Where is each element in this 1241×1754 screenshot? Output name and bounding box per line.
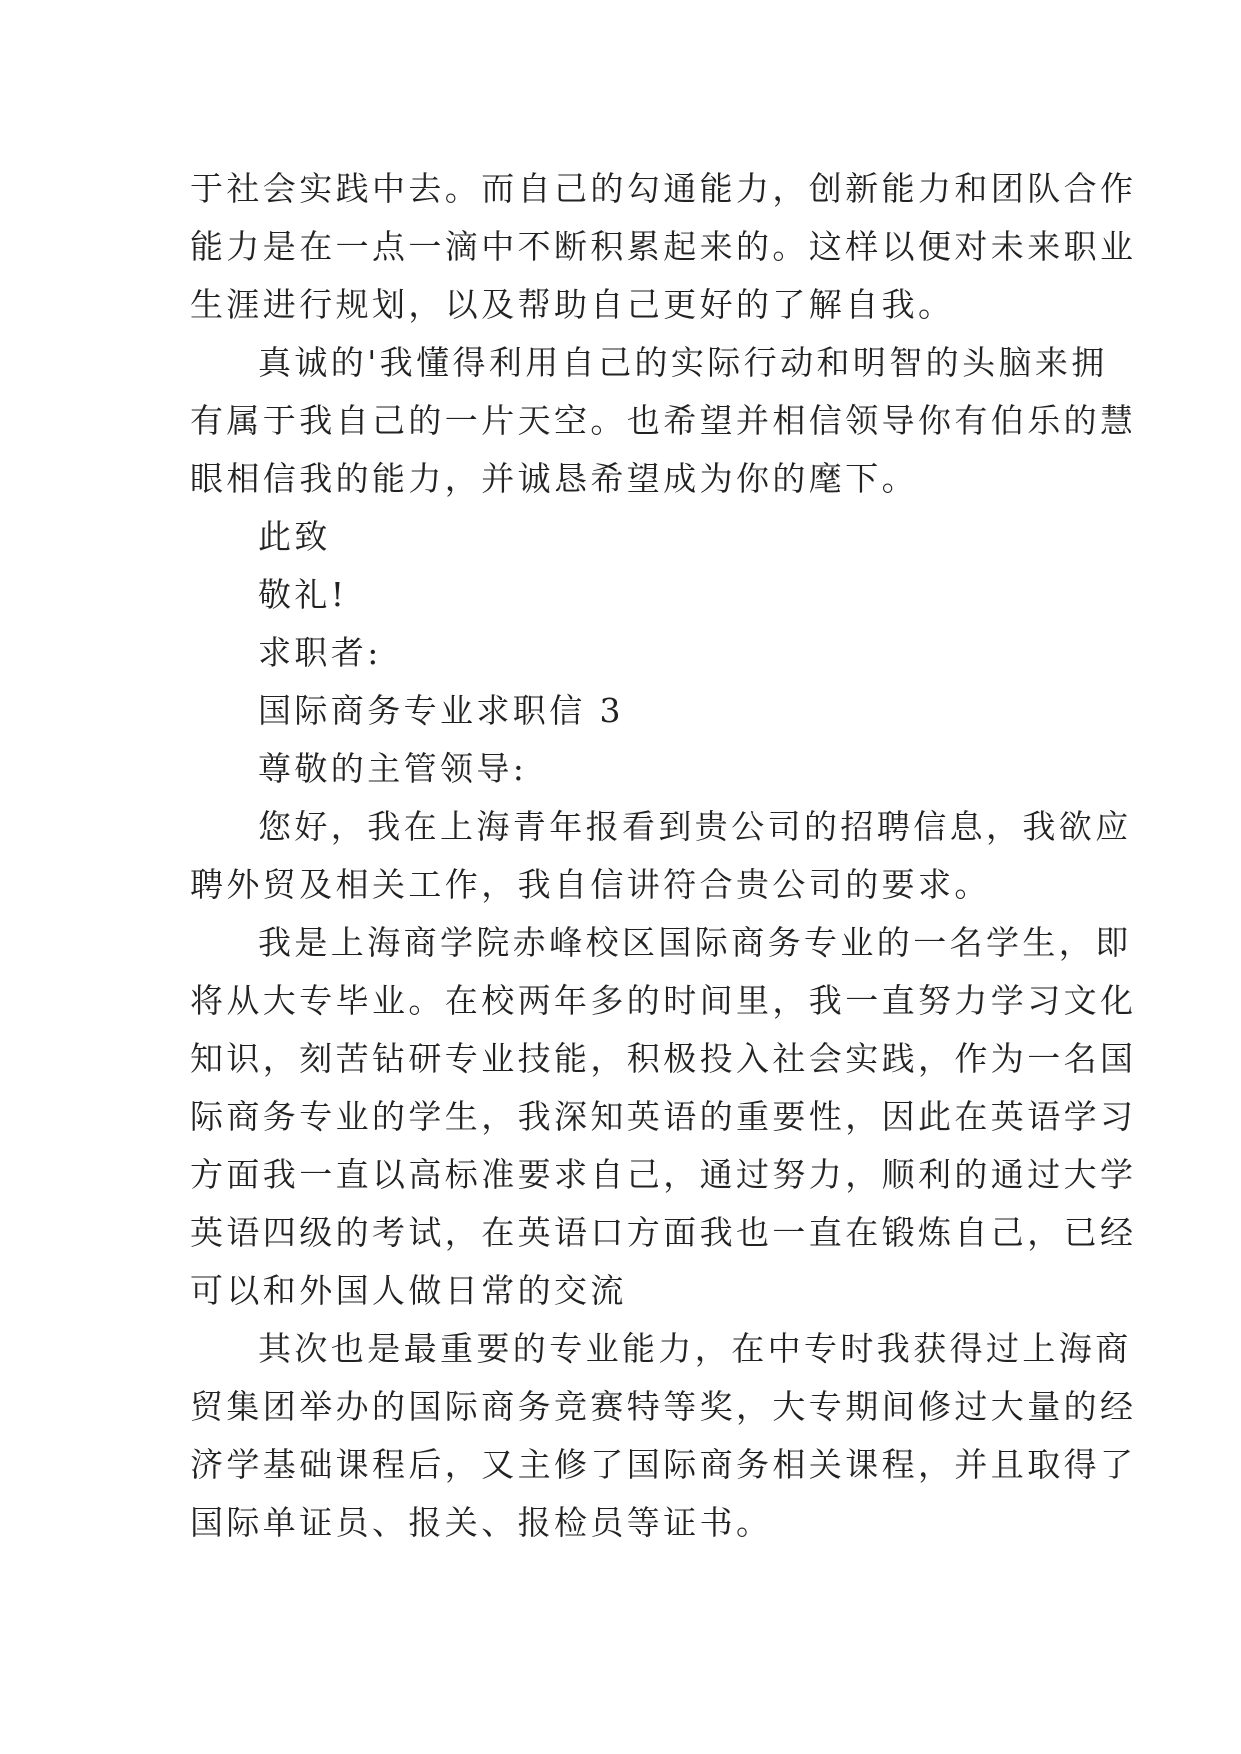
paragraph-start-line: 我是上海商学院赤峰校区国际商务专业的一名学生，即	[258, 923, 1132, 962]
closing-salutation: 此致	[258, 517, 331, 556]
text-line: 济学基础课程后，又主修了国际商务相关课程，并且取得了	[190, 1445, 1137, 1484]
signature-label: 求职者:	[258, 633, 382, 672]
text-line: 际商务专业的学生，我深知英语的重要性，因此在英语学习	[190, 1097, 1137, 1136]
paragraph-start-line: 其次也是最重要的专业能力，在中专时我获得过上海商	[258, 1329, 1132, 1368]
text-line: 国际单证员、报关、报检员等证书。	[190, 1503, 773, 1542]
text-line: 方面我一直以高标准要求自己，通过努力，顺利的通过大学	[190, 1155, 1137, 1194]
text-line: 贸集团举办的国际商务竞赛特等奖，大专期间修过大量的经	[190, 1387, 1137, 1426]
document-body	[190, 160, 1137, 1552]
text-line: 生涯进行规划，以及帮助自己更好的了解自我。	[190, 285, 955, 324]
text-line: 聘外贸及相关工作，我自信讲符合贵公司的要求。	[190, 865, 991, 904]
paragraph-start-line: 您好，我在上海青年报看到贵公司的招聘信息，我欲应	[258, 807, 1132, 846]
paragraph-start-line: 真诚的'我懂得利用自己的实际行动和明智的头脑来拥	[258, 343, 1108, 382]
text-line: 知识，刻苦钻研专业技能，积极投入社会实践，作为一名国	[190, 1039, 1137, 1078]
text-line: 能力是在一点一滴中不断积累起来的。这样以便对未来职业	[190, 227, 1137, 266]
text-line: 英语四级的考试，在英语口方面我也一直在锻炼自己，已经	[190, 1213, 1137, 1252]
closing-regards: 敬礼!	[258, 575, 348, 614]
text-line: 眼相信我的能力，并诚恳希望成为你的麾下。	[190, 459, 918, 498]
section-title: 国际商务专业求职信 3	[258, 691, 624, 730]
greeting: 尊敬的主管领导:	[258, 749, 528, 788]
text-line: 将从大专毕业。在校两年多的时间里，我一直努力学习文化	[190, 981, 1137, 1020]
text-line: 于社会实践中去。而自己的勾通能力，创新能力和团队合作	[190, 169, 1137, 208]
text-line: 可以和外国人做日常的交流	[190, 1271, 627, 1310]
text-line: 有属于我自己的一片天空。也希望并相信领导你有伯乐的慧	[190, 401, 1137, 440]
